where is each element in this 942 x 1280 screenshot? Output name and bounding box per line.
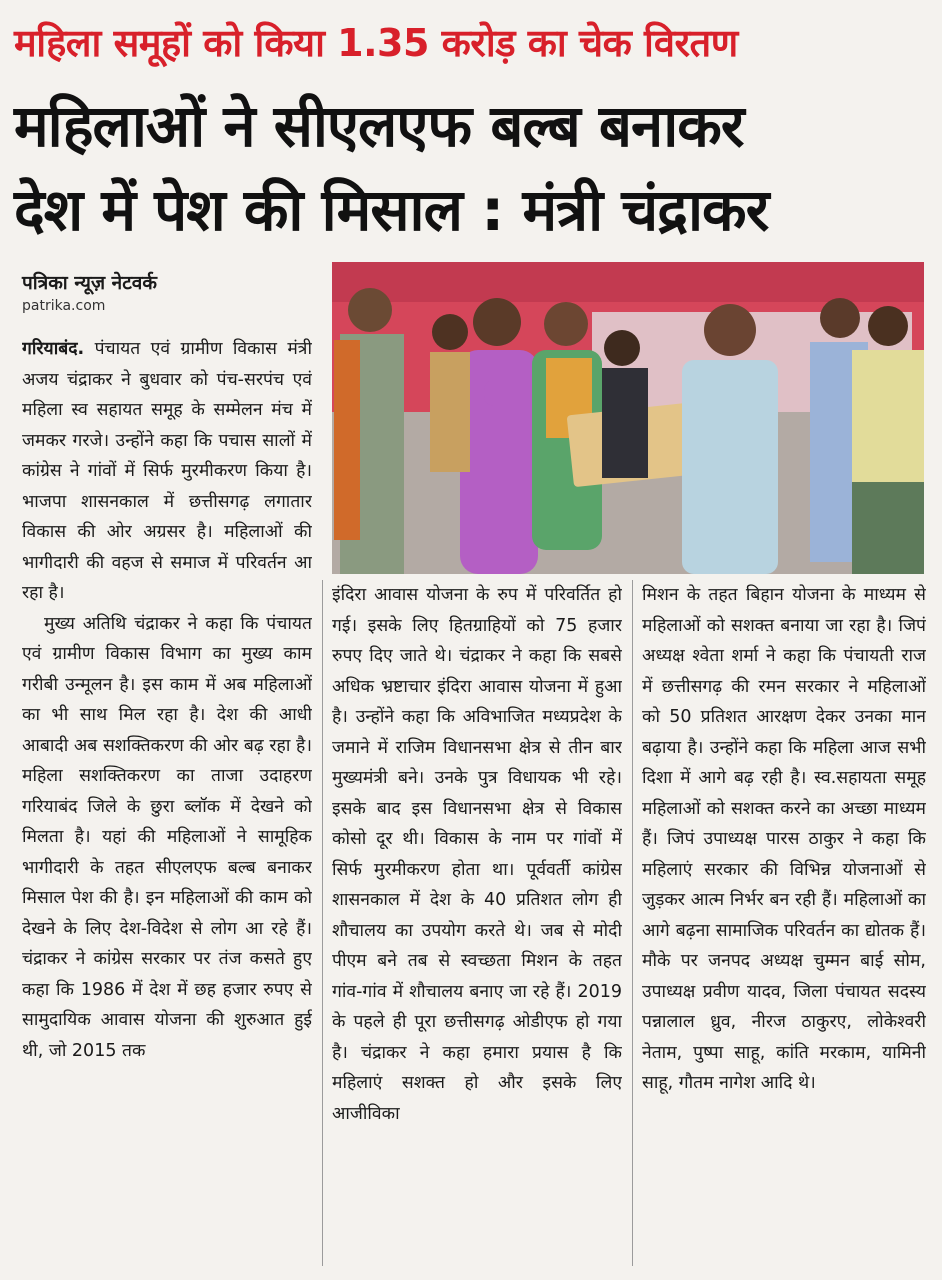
byline-site: patrika.com: [22, 298, 106, 314]
article-column-2: [332, 580, 622, 1266]
news-photo: [332, 262, 924, 574]
headline-line-2: देश में पेश की मिसाल : मंत्री चंद्राकर: [14, 176, 769, 244]
byline-network: पत्रिका न्यूज़ नेटवर्क: [22, 272, 157, 294]
headline-line-1: महिलाओं ने सीएलएफ बल्ब बनाकर: [14, 92, 744, 160]
photo-illustration: [332, 262, 924, 574]
article-paragraph: इंदिरा आवास योजना के रुप में परिवर्तित हो गई। इसके लिए हितग्राहियों को 75 हजार रुपए दिए जाते थे। चंद्राकर ने कहा कि सबसे अधिक भ्रष्टाचार इंदिरा आवास योजना में हुआ है। उन्होंने कहा कि अविभाजित मध्यप्रदेश के जमाने में राजिम विधानसभा क्षेत्र से तीन बार मुख्यमंत्री बने। उनके पुत्र विधायक भी रहे। इसके बाद इस विधानसभा क्षेत्र से विकास कोसो दूर थी। विकास के नाम पर गांवों में सिर्फ मुरमीकरण होता था। पूर्ववर्ती कांग्रेस शासनकाल में देश के 40 प्रतिशत लोग ही शौचालय का उपयोग करते थे। जब से मोदी पीएम बने तब से स्वच्छता मिशन के तहत गांव-गांव में शौचालय बनाए जा रहे हैं। 2019 के पहले ही पूरा छत्तीसगढ़ ओडीएफ हो गया है। चंद्राकर ने कहा हमारा प्रयास है कि महिलाएं सशक्त हो और इसके लिए आजीविका: [332, 585, 622, 1124]
article-paragraph: मुख्य अतिथि चंद्राकर ने कहा कि पंचायत एवं ग्रामीण विकास विभाग का मुख्य काम गरीबी उन्मूलन है। इस काम में अब महिलाओं का भी साथ मिल रहा है। देश की आधी आबादी अब सशक्तिकरण की ओर बढ़ रहा है। महिला सशक्तिकरण का ताजा उदाहरण गरियाबंद जिले के छुरा ब्लॉक में देखने को मिलता है। यहां की महिलाओं ने सामूहिक भागीदारी के तहत सीएलएफ बल्ब बनाकर मिसाल पेश की है। इन महिलाओं की काम को देखने के लिए देश-विदेश से लोग आ रहे हैं। चंद्राकर ने कांग्रेस सरकार पर तंज कसते हुए कहा कि 1986 में देश में छह हजार रुपए से सामुदायिक आवास योजना की शुरुआत हुई थी, जो 2015 तक: [22, 613, 312, 1061]
article-column-3: [642, 580, 926, 1266]
column-divider: [632, 580, 633, 1266]
article-paragraph: मिशन के तहत बिहान योजना के माध्यम से महिलाओं को सशक्त बनाया जा रहा है। जिपं अध्यक्ष श्वेता शर्मा ने कहा कि पंचायती राज में छत्तीसगढ़ की रमन सरकार ने महिलाओं को 50 प्रतिशत आरक्षण देकर उनका मान बढ़ाया है। उन्होंने कहा कि महिला आज सभी दिशा में आगे बढ़ रही है। स्व.सहायता समूह महिलाओं को सशक्त करने का अच्छा माध्यम हैं। जिपं उपाध्यक्ष पारस ठाकुर ने कहा कि महिलाएं सरकार की विभिन्न योजनाओं से जुड़कर आत्म निर्भर बन रही हैं। महिलाओं का आगे बढ़ना सामाजिक परिवर्तन का द्योतक हैं। मौके पर जनपद अध्यक्ष चुम्मन बाई सोम, उपाध्यक्ष प्रवीण यादव, जिला पंचायत सदस्य पन्नालाल ध्रुव, नीरज ठाकुरए, लोकेश्वरी नेताम, पुष्पा साहू, कांति मरकाम, यामिनी साहू, गौतम नागेश आदि थे।: [642, 585, 926, 1093]
kicker-headline: महिला समूहों को किया 1.35 करोड़ का चेक विरतण: [14, 21, 738, 65]
byline: [22, 270, 322, 316]
article-paragraph: [22, 334, 312, 609]
article-column-1: [22, 334, 312, 1266]
dateline: गरियाबंद.: [22, 339, 85, 359]
main-headline: [14, 84, 932, 252]
column-divider: [322, 580, 323, 1266]
paragraph-text: पंचायत एवं ग्रामीण विकास मंत्री अजय चंद्राकर ने बुधवार को पंच-सरपंच एवं महिला स्व सहायत समूह के सम्मेलन मंच में जमकर गरजे। उन्होंने कहा कि पचास सालों में कांग्रेस ने गांवों में सिर्फ मुरमीकरण किया है। भाजपा शासनकाल में छत्तीसगढ़ लगातार विकास की ओर अग्रसर है। महिलाओं की भागीदारी की वहज से समाज में परिवर्तन आ रहा है।: [22, 339, 312, 603]
